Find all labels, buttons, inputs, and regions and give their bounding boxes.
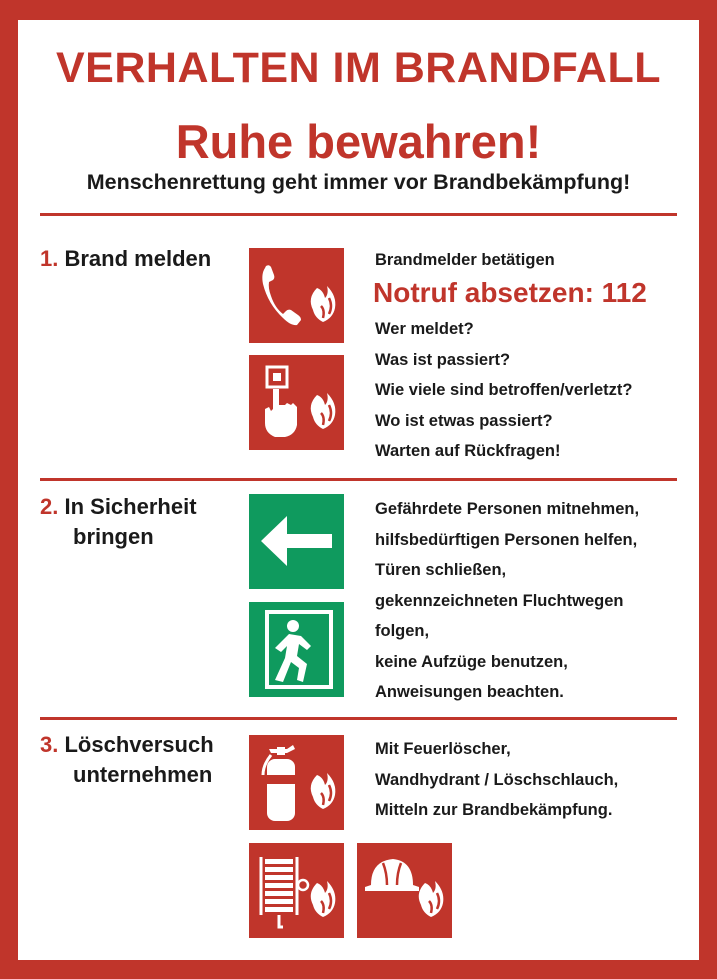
step-2-number: 2.: [40, 494, 59, 519]
step-2-list: [375, 494, 639, 708]
firefighting-equipment-icon: [357, 843, 452, 938]
fire-telephone-icon: [249, 248, 344, 343]
sign-subtitle-2: Menschenrettung geht immer vor Brandbekämpfung!: [86, 170, 631, 194]
step-3-number: 3.: [40, 732, 59, 757]
step-2-title-line-1: In Sicherheit: [64, 494, 197, 519]
emergency-call-number: Notruf absetzen: 112: [373, 277, 647, 308]
list-item: keine Aufzüge benutzen,: [375, 652, 568, 671]
step-1-number: 1.: [40, 246, 59, 271]
step-1-list: [375, 314, 633, 467]
list-item: Warten auf Rückfragen!: [375, 442, 561, 460]
fire-alarm-button-icon: [249, 355, 344, 450]
fire-hose-reel-icon: [249, 843, 344, 938]
step-3-list: [375, 734, 618, 826]
step-2-title-line-2: bringen: [73, 524, 154, 549]
fire-extinguisher-icon: [249, 735, 344, 830]
list-item: Wo ist etwas passiert?: [375, 411, 553, 430]
list-item: Mit Feuerlöscher,: [375, 740, 511, 758]
list-item: gekennzeichneten Fluchtwegen: [375, 591, 624, 610]
step-3-title-line-2: unternehmen: [73, 762, 213, 787]
step-1-title: Brand melden: [64, 246, 212, 271]
direction-arrow-left-icon: [249, 494, 344, 589]
divider: [40, 213, 677, 216]
list-item: hilfsbedürftigen Personen helfen,: [375, 530, 638, 549]
step-2-heading: [40, 492, 197, 552]
sign-subtitle: Ruhe bewahren!: [175, 115, 542, 168]
step-1-heading: [40, 244, 211, 274]
list-item: Wer meldet?: [375, 320, 474, 338]
list-item: Mitteln zur Brandbekämpfung.: [375, 801, 613, 819]
sign-title: VERHALTEN IM BRANDFALL: [55, 44, 661, 92]
divider: [40, 717, 677, 720]
list-item: Wandhydrant / Löschschlauch,: [375, 770, 619, 789]
step-3-heading: [40, 730, 214, 790]
list-item: Was ist passiert?: [375, 350, 511, 369]
fire-safety-sign: [18, 20, 699, 960]
list-item: Wie viele sind betroffen/verletzt?: [375, 381, 633, 399]
list-item: Anweisungen beachten.: [375, 683, 564, 701]
step-3-title-line-1: Löschversuch: [64, 732, 214, 757]
divider: [40, 478, 677, 481]
step-1-intro: Brandmelder betätigen: [375, 251, 555, 269]
list-item: Türen schließen,: [375, 561, 507, 579]
list-item: folgen,: [375, 622, 430, 640]
emergency-exit-icon: [249, 602, 344, 697]
list-item: Gefährdete Personen mitnehmen,: [375, 500, 640, 518]
